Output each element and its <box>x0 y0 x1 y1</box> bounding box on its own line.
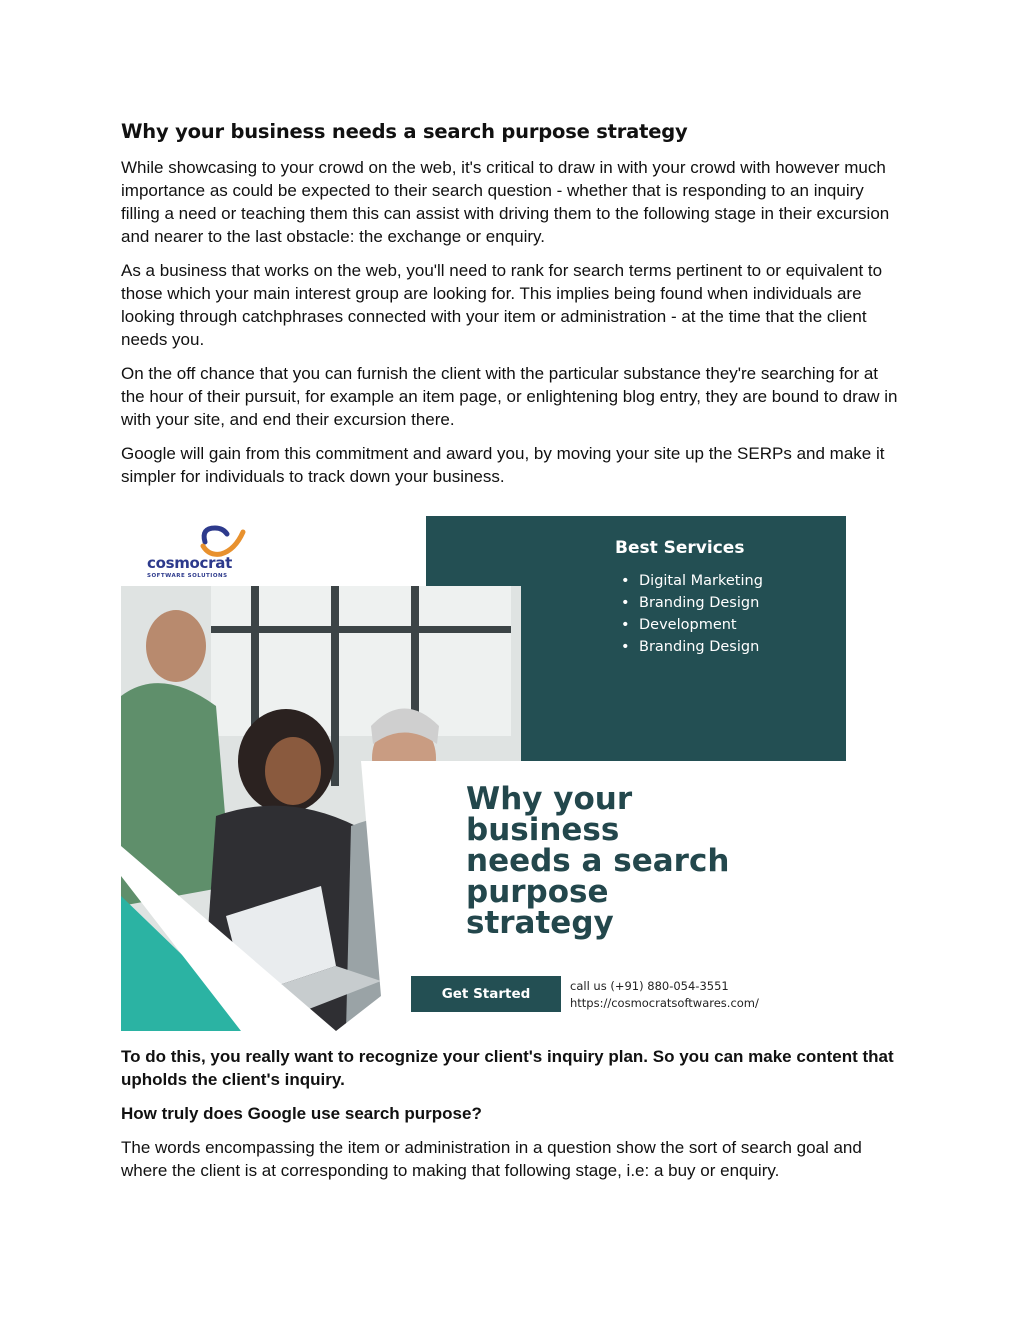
headline-line: Why your <box>466 781 633 817</box>
page-title: Why your business needs a search purpose strategy <box>121 120 688 143</box>
paragraph-4: Google will gain from this commitment and award you, by moving your site up the SERPs and make it simpler for individuals to track down your business. <box>121 444 885 486</box>
get-started-button: Get Started <box>411 976 561 1012</box>
document-body <box>121 120 906 499</box>
services-box <box>615 538 763 658</box>
headline-line: needs a search <box>466 843 730 879</box>
subheading: How truly does Google use search purpose? <box>121 1104 482 1123</box>
phone-number: call us (+91) 880-054-3551 <box>570 979 729 993</box>
logo-wordmark: cosmocrat <box>147 554 232 572</box>
banner-headline <box>466 781 730 941</box>
services-list <box>615 570 763 658</box>
document-body-lower <box>121 1045 906 1193</box>
services-title: Best Services <box>615 538 745 558</box>
logo-tagline: SOFTWARE SOLUTIONS <box>147 573 228 579</box>
headline-line: purpose <box>466 874 609 910</box>
headline-line: business <box>466 812 620 848</box>
headline-line: strategy <box>466 905 614 941</box>
contact-info <box>570 978 759 1012</box>
service-item: • Development <box>615 614 763 636</box>
paragraph-1: While showcasing to your crowd on the web, it's critical to draw in with your crowd with however much importance as could be expected to their search question - whether that is responding to an inquiry filling a need or teaching them this can assist with driving them to the following stage in their excursion and nearer to the last obstacle: the exchange or enquiry. <box>121 158 890 246</box>
website-url: https://cosmocratsoftwares.com/ <box>570 996 759 1010</box>
service-item: • Digital Marketing <box>615 570 763 592</box>
service-item: • Branding Design <box>615 592 763 614</box>
closing-paragraph: The words encompassing the item or administration in a question show the sort of search goal and where the client is at corresponding to making that following stage, i.e: a buy or enquiry. <box>121 1138 862 1180</box>
paragraph-3: On the off chance that you can furnish the client with the particular substance they're searching for at the hour of their pursuit, for example an item page, or enlightening blog entry, they are bound to draw in with your site, and end their excursion there. <box>121 364 898 429</box>
paragraph-2: As a business that works on the web, you'll need to rank for search terms pertinent to or equivalent to those which your main interest group are looking for. This implies being found when individuals are looking through catchphrases connected with your item or administration - at the time that the client needs you. <box>121 261 883 349</box>
promo-banner-image <box>121 516 846 1031</box>
bold-statement: To do this, you really want to recognize your client's inquiry plan. So you can make content that upholds the client's inquiry. <box>121 1047 894 1089</box>
service-item: • Branding Design <box>615 636 763 658</box>
